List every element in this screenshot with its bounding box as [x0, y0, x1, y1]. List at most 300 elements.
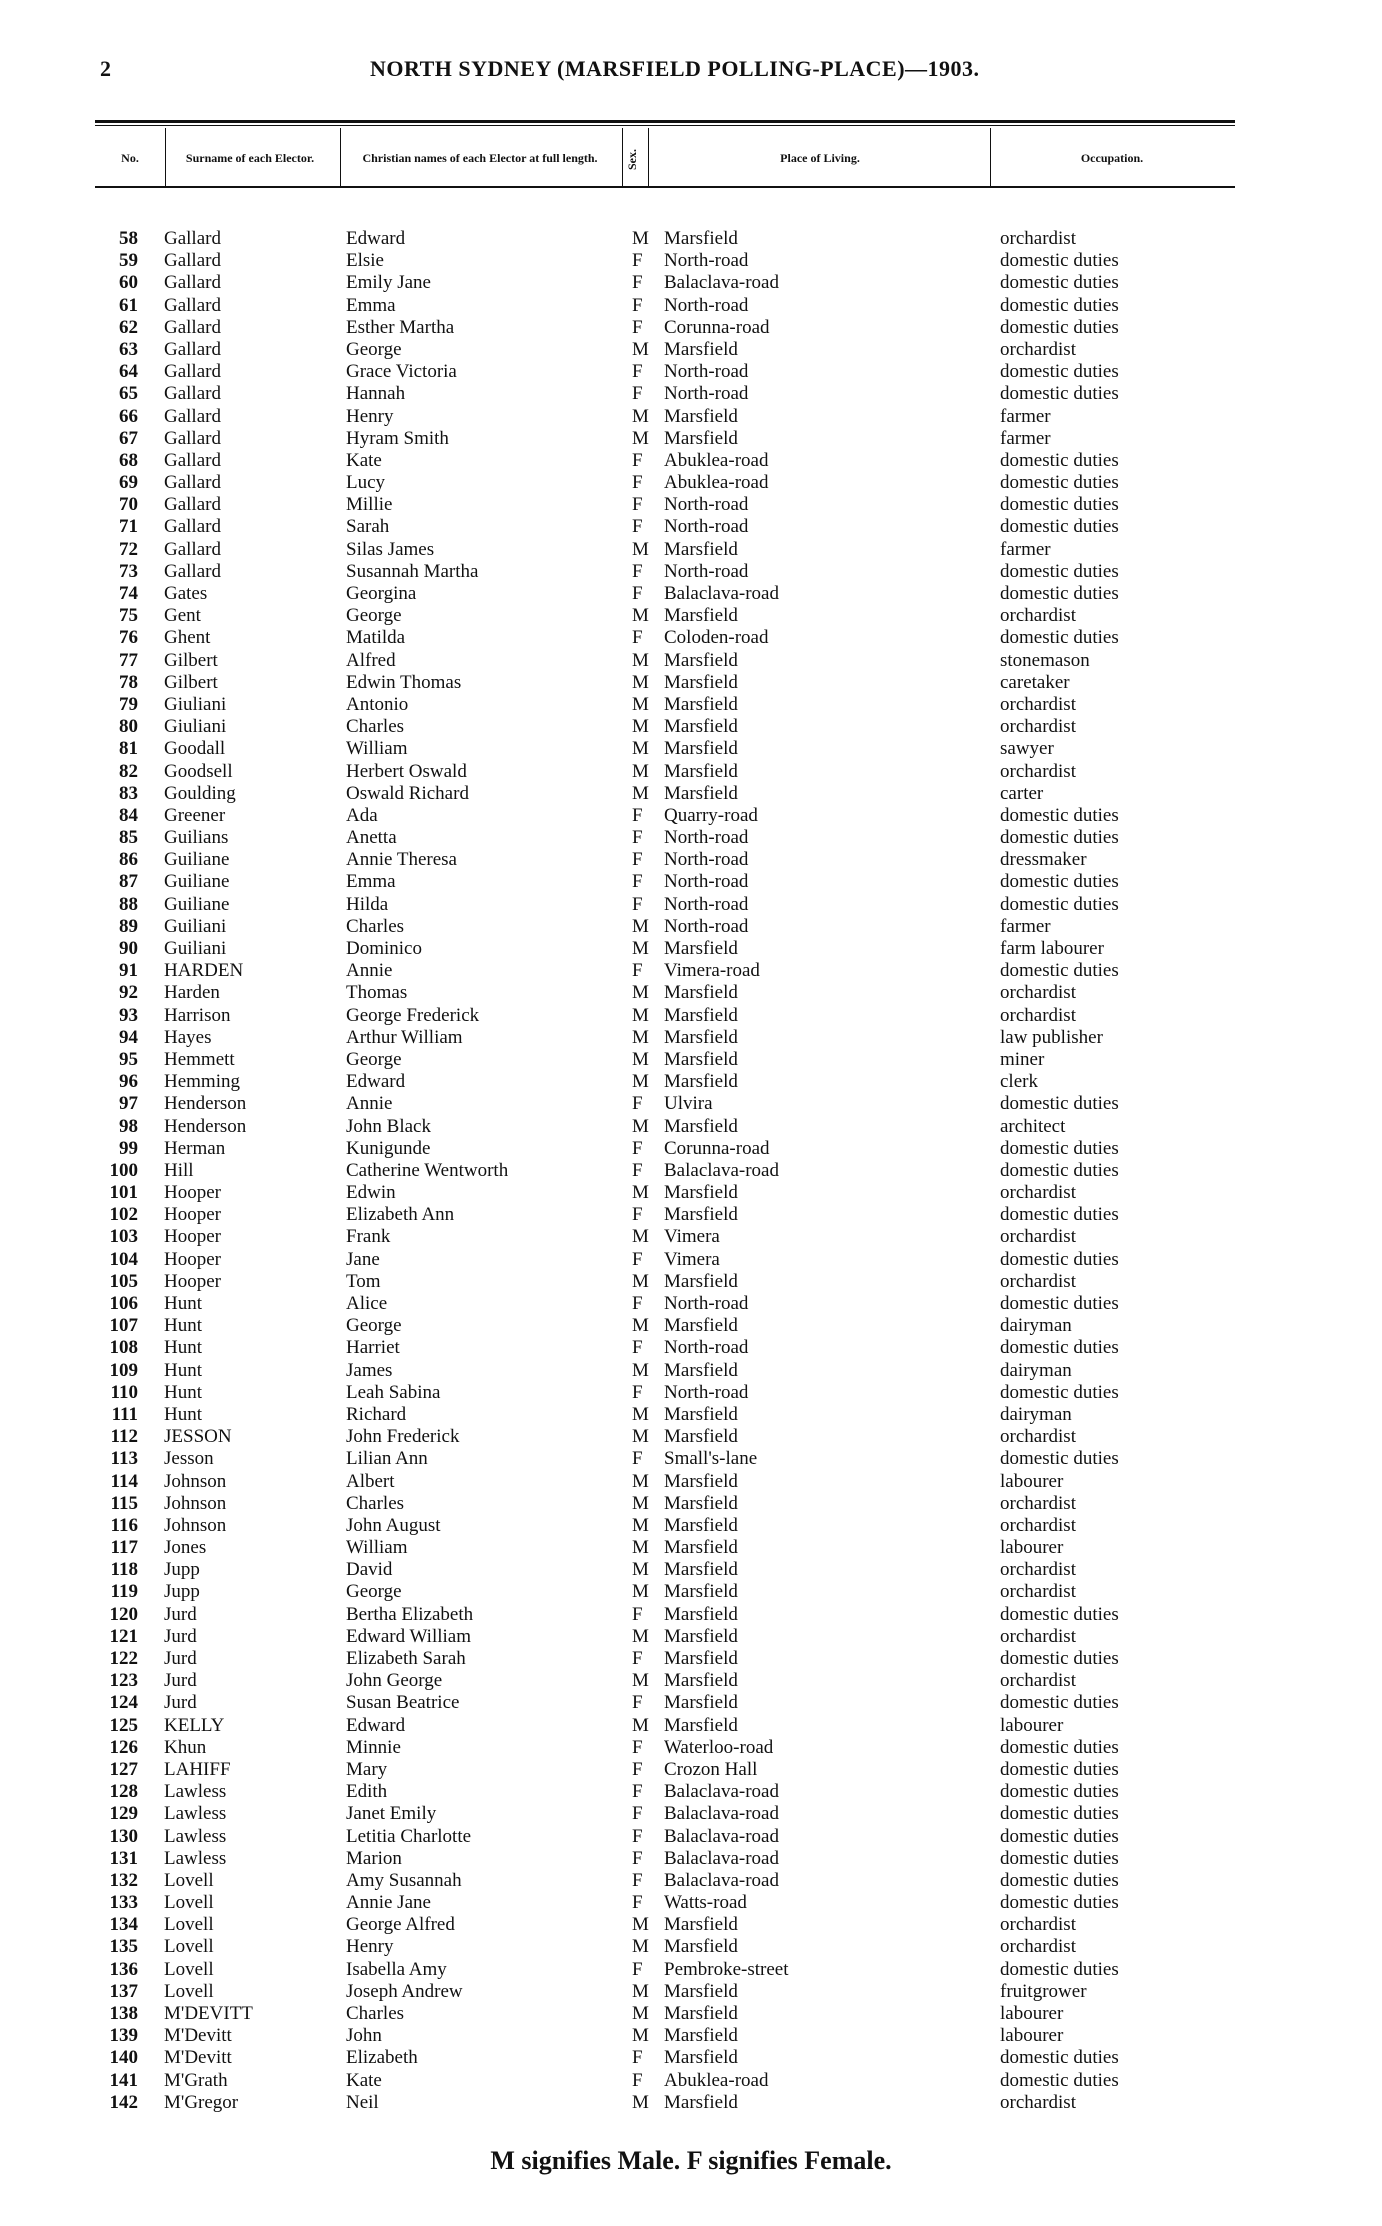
- elector-place-of-living: Marsfield: [664, 1537, 738, 1559]
- elector-christian-names: Esther Martha: [346, 316, 455, 338]
- elector-sex: F: [632, 1648, 643, 1669]
- elector-sex: M: [632, 649, 649, 671]
- elector-surname: Guiliani: [164, 938, 227, 959]
- elector-occupation: domestic duties: [1000, 1958, 1119, 1980]
- elector-number: 140: [109, 2047, 138, 2069]
- elector-christian-names: Edward: [346, 1714, 406, 1736]
- column-header-surname: Surname of each Elector.: [185, 150, 315, 165]
- page-number: 2: [100, 56, 111, 81]
- elector-sex: M: [632, 2025, 649, 2047]
- elector-surname: Gallard: [164, 494, 221, 516]
- elector-surname: Hunt: [164, 1403, 202, 1425]
- table-row: [0, 1138, 1382, 1160]
- elector-place-of-living: Marsfield: [664, 1581, 738, 1603]
- elector-sex: F: [632, 294, 643, 316]
- table-row: [0, 295, 1382, 317]
- column-separator: [990, 128, 991, 186]
- elector-number: 119: [110, 1581, 138, 1603]
- elector-surname: M'DEVITT: [164, 2003, 253, 2024]
- elector-place-of-living: North-road: [664, 294, 749, 316]
- column-separator: [340, 128, 341, 186]
- elector-occupation: orchardist: [1000, 1670, 1076, 1692]
- elector-number: 98: [119, 1115, 138, 1137]
- elector-occupation: fruitgrower: [1000, 1980, 1087, 2002]
- elector-surname: M'Gregor: [164, 2091, 239, 2113]
- elector-occupation: labourer: [1000, 1537, 1064, 1559]
- elector-surname: Gallard: [164, 338, 221, 360]
- elector-occupation: domestic duties: [1000, 960, 1119, 982]
- elector-number: 104: [109, 1248, 138, 1270]
- elector-number: 124: [109, 1692, 138, 1714]
- elector-surname: Johnson: [164, 1492, 227, 1514]
- elector-sex: F: [632, 960, 643, 982]
- elector-sex: M: [632, 2003, 649, 2024]
- elector-surname: Jurd: [164, 1625, 197, 1647]
- elector-surname: Gallard: [164, 538, 221, 560]
- table-row: [0, 960, 1382, 982]
- elector-number: 108: [109, 1337, 138, 1359]
- elector-number: 64: [119, 361, 138, 383]
- elector-surname: Jupp: [164, 1581, 200, 1603]
- elector-place-of-living: Marsfield: [664, 693, 738, 715]
- elector-occupation: dairyman: [1000, 1315, 1072, 1337]
- elector-occupation: domestic duties: [1000, 583, 1119, 604]
- elector-sex: F: [632, 871, 643, 893]
- elector-place-of-living: North-road: [664, 893, 749, 915]
- elector-place-of-living: Marsfield: [664, 2047, 738, 2069]
- column-header-place: Place of Living.: [780, 150, 860, 165]
- elector-sex: F: [632, 494, 643, 516]
- elector-christian-names: Edward: [346, 228, 406, 249]
- elector-place-of-living: Ulvira: [664, 1093, 713, 1115]
- elector-number: 93: [119, 1004, 138, 1026]
- elector-place-of-living: Marsfield: [664, 1936, 738, 1958]
- elector-number: 86: [119, 849, 138, 871]
- column-header-occupation: Occupation.: [1080, 150, 1144, 165]
- elector-surname: Lovell: [164, 1869, 214, 1891]
- elector-place-of-living: North-road: [664, 915, 749, 937]
- elector-occupation: labourer: [1000, 1714, 1064, 1736]
- table-row: [0, 694, 1382, 716]
- table-row: [0, 472, 1382, 494]
- elector-occupation: domestic duties: [1000, 1758, 1119, 1780]
- elector-occupation: domestic duties: [1000, 627, 1119, 649]
- elector-sex: F: [632, 1293, 643, 1314]
- table-row: [0, 1249, 1382, 1271]
- elector-number: 91: [119, 960, 138, 982]
- elector-sex: F: [632, 383, 643, 405]
- table-row: [0, 716, 1382, 738]
- elector-christian-names: Annie Jane: [346, 1892, 431, 1914]
- table-row: [0, 1715, 1382, 1737]
- elector-christian-names: Kate: [346, 449, 382, 471]
- elector-occupation: domestic duties: [1000, 472, 1119, 494]
- elector-christian-names: John Black: [346, 1115, 431, 1137]
- table-row: [0, 2003, 1382, 2025]
- elector-surname: Gallard: [164, 250, 221, 272]
- elector-number: 70: [119, 494, 138, 516]
- elector-christian-names: Richard: [346, 1403, 407, 1425]
- elector-sex: F: [632, 1692, 643, 1714]
- elector-christian-names: Edith: [346, 1781, 388, 1803]
- elector-number: 114: [110, 1470, 138, 1492]
- elector-number: 101: [109, 1182, 138, 1204]
- elector-sex: M: [632, 605, 649, 627]
- elector-surname: Hemmett: [164, 1048, 235, 1070]
- table-row: [0, 583, 1382, 605]
- table-row: [0, 1204, 1382, 1226]
- elector-surname: Gent: [164, 605, 201, 627]
- table-row: [0, 2070, 1382, 2092]
- elector-number: 65: [119, 383, 138, 405]
- elector-surname: Herman: [164, 1137, 226, 1159]
- elector-surname: Goulding: [164, 782, 236, 804]
- elector-surname: Gallard: [164, 361, 221, 383]
- elector-christian-names: Charles: [346, 716, 405, 738]
- elector-occupation: clerk: [1000, 1071, 1038, 1093]
- table-row: [0, 1315, 1382, 1337]
- elector-surname: Gallard: [164, 272, 221, 294]
- elector-occupation: farm labourer: [1000, 938, 1104, 959]
- elector-number: 121: [109, 1625, 138, 1647]
- table-row: [0, 650, 1382, 672]
- elector-sex: F: [632, 516, 643, 538]
- table-row: [0, 2047, 1382, 2069]
- elector-surname: Hill: [164, 1159, 194, 1181]
- elector-sex: M: [632, 693, 649, 715]
- elector-place-of-living: Balaclava-road: [664, 272, 779, 294]
- elector-occupation: law publisher: [1000, 1026, 1103, 1048]
- table-row: [0, 1049, 1382, 1071]
- elector-place-of-living: Marsfield: [664, 782, 738, 804]
- elector-number: 81: [119, 738, 138, 760]
- elector-occupation: orchardist: [1000, 1182, 1076, 1204]
- elector-sex: F: [632, 2069, 643, 2091]
- elector-surname: Gallard: [164, 516, 221, 538]
- elector-occupation: domestic duties: [1000, 1892, 1119, 1914]
- elector-number: 102: [109, 1204, 138, 1226]
- elector-christian-names: Kunigunde: [346, 1137, 431, 1159]
- elector-place-of-living: North-road: [664, 1381, 749, 1403]
- elector-occupation: domestic duties: [1000, 1847, 1119, 1869]
- elector-sex: F: [632, 1603, 643, 1625]
- elector-place-of-living: North-road: [664, 871, 749, 893]
- elector-sex: F: [632, 361, 643, 383]
- elector-number: 82: [119, 760, 138, 782]
- elector-occupation: orchardist: [1000, 716, 1076, 738]
- elector-occupation: orchardist: [1000, 1936, 1076, 1958]
- elector-occupation: domestic duties: [1000, 1781, 1119, 1803]
- table-row: [0, 1426, 1382, 1448]
- elector-place-of-living: Marsfield: [664, 1315, 738, 1337]
- elector-place-of-living: Corunna-road: [664, 1137, 770, 1159]
- elector-christian-names: Charles: [346, 915, 405, 937]
- elector-christian-names: Edward William: [346, 1625, 471, 1647]
- elector-number: 116: [110, 1514, 138, 1536]
- elector-occupation: dairyman: [1000, 1359, 1072, 1381]
- elector-occupation: dairyman: [1000, 1403, 1072, 1425]
- elector-place-of-living: North-road: [664, 827, 749, 849]
- elector-occupation: caretaker: [1000, 671, 1070, 693]
- elector-christian-names: Susan Beatrice: [346, 1692, 460, 1714]
- elector-christian-names: John: [346, 2025, 382, 2047]
- elector-number: 94: [119, 1026, 138, 1048]
- page-title: NORTH SYDNEY (MARSFIELD POLLING-PLACE)—1903.: [370, 56, 980, 81]
- elector-occupation: domestic duties: [1000, 1603, 1119, 1625]
- table-row: [0, 2092, 1382, 2114]
- elector-sex: F: [632, 893, 643, 915]
- elector-christian-names: Silas James: [346, 538, 435, 560]
- table-row: [0, 1093, 1382, 1115]
- elector-sex: M: [632, 1980, 649, 2002]
- elector-number: 103: [109, 1226, 138, 1248]
- elector-surname: Jurd: [164, 1670, 197, 1692]
- table-row: [0, 1936, 1382, 1958]
- elector-sex: F: [632, 1448, 643, 1470]
- elector-place-of-living: Small's-lane: [664, 1448, 758, 1470]
- elector-surname: Gallard: [164, 228, 221, 249]
- elector-number: 133: [109, 1892, 138, 1914]
- elector-sex: M: [632, 782, 649, 804]
- elector-sex: M: [632, 1537, 649, 1559]
- table-row: [0, 1959, 1382, 1981]
- elector-place-of-living: Balaclava-road: [664, 583, 779, 604]
- elector-place-of-living: Balaclava-road: [664, 1869, 779, 1891]
- elector-christian-names: George: [346, 1048, 402, 1070]
- elector-place-of-living: Marsfield: [664, 760, 738, 782]
- elector-christian-names: Marion: [346, 1847, 402, 1869]
- elector-sex: M: [632, 1581, 649, 1603]
- table-row: [0, 317, 1382, 339]
- elector-occupation: domestic duties: [1000, 1692, 1119, 1714]
- table-row: [0, 250, 1382, 272]
- table-top-rule: [95, 120, 1235, 123]
- elector-number: 117: [110, 1537, 138, 1559]
- elector-occupation: orchardist: [1000, 1492, 1076, 1514]
- table-row: [0, 561, 1382, 583]
- elector-sex: M: [632, 1625, 649, 1647]
- elector-place-of-living: Marsfield: [664, 1714, 738, 1736]
- elector-occupation: orchardist: [1000, 605, 1076, 627]
- elector-number: 135: [109, 1936, 138, 1958]
- table-row: [0, 672, 1382, 694]
- elector-place-of-living: Marsfield: [664, 1670, 738, 1692]
- elector-sex: M: [632, 1226, 649, 1248]
- elector-place-of-living: Marsfield: [664, 1426, 738, 1448]
- elector-surname: M'Grath: [164, 2069, 228, 2091]
- elector-sex: F: [632, 250, 643, 272]
- elector-christian-names: Edwin: [346, 1182, 396, 1204]
- elector-sex: F: [632, 849, 643, 871]
- elector-number: 59: [119, 250, 138, 272]
- elector-occupation: domestic duties: [1000, 1381, 1119, 1403]
- elector-sex: M: [632, 716, 649, 738]
- elector-sex: M: [632, 1071, 649, 1093]
- elector-place-of-living: Marsfield: [664, 649, 738, 671]
- elector-sex: M: [632, 1936, 649, 1958]
- table-row: [0, 1226, 1382, 1248]
- table-row: [0, 1448, 1382, 1470]
- elector-surname: Guiliane: [164, 893, 230, 915]
- elector-number: 92: [119, 982, 138, 1004]
- elector-occupation: orchardist: [1000, 1914, 1076, 1936]
- column-header-sex: Sex.: [625, 149, 639, 171]
- elector-place-of-living: Balaclava-road: [664, 1847, 779, 1869]
- elector-surname: Lovell: [164, 1980, 214, 2002]
- elector-surname: Guiliani: [164, 915, 227, 937]
- elector-christian-names: Janet Emily: [346, 1803, 437, 1825]
- elector-place-of-living: Marsfield: [664, 1071, 738, 1093]
- elector-number: 72: [119, 538, 138, 560]
- elector-sex: F: [632, 1781, 643, 1803]
- elector-surname: Hunt: [164, 1315, 202, 1337]
- elector-occupation: orchardist: [1000, 1581, 1076, 1603]
- elector-number: 129: [109, 1803, 138, 1825]
- elector-surname: Gallard: [164, 316, 221, 338]
- elector-number: 89: [119, 915, 138, 937]
- elector-place-of-living: Marsfield: [664, 1270, 738, 1292]
- elector-sex: M: [632, 760, 649, 782]
- elector-surname: Guiliane: [164, 849, 230, 871]
- elector-number: 67: [119, 427, 138, 449]
- elector-surname: Johnson: [164, 1514, 227, 1536]
- elector-christian-names: Sarah: [346, 516, 390, 538]
- elector-christian-names: Emily Jane: [346, 272, 431, 294]
- elector-occupation: domestic duties: [1000, 449, 1119, 471]
- elector-number: 132: [109, 1869, 138, 1891]
- elector-occupation: orchardist: [1000, 1270, 1076, 1292]
- elector-sex: M: [632, 1470, 649, 1492]
- elector-christian-names: Arthur William: [346, 1026, 463, 1048]
- elector-christian-names: George: [346, 1315, 402, 1337]
- elector-christian-names: Elizabeth Sarah: [346, 1648, 466, 1669]
- elector-surname: Hooper: [164, 1270, 221, 1292]
- elector-number: 95: [119, 1048, 138, 1070]
- elector-christian-names: Herbert Oswald: [346, 760, 467, 782]
- elector-occupation: domestic duties: [1000, 1137, 1119, 1159]
- elector-christian-names: Amy Susannah: [346, 1869, 462, 1891]
- table-row: [0, 1182, 1382, 1204]
- elector-surname: Gallard: [164, 560, 221, 582]
- elector-sex: F: [632, 583, 643, 604]
- elector-place-of-living: Corunna-road: [664, 316, 770, 338]
- elector-occupation: domestic duties: [1000, 1648, 1119, 1669]
- table-row: [0, 1559, 1382, 1581]
- elector-place-of-living: Watts-road: [664, 1892, 747, 1914]
- elector-number: 142: [109, 2091, 138, 2113]
- elector-place-of-living: Waterloo-road: [664, 1736, 774, 1758]
- table-row: [0, 1781, 1382, 1803]
- elector-surname: Hunt: [164, 1293, 202, 1314]
- elector-christian-names: Lucy: [346, 472, 386, 494]
- elector-occupation: sawyer: [1000, 738, 1054, 760]
- elector-christian-names: Dominico: [346, 938, 422, 959]
- elector-christian-names: Lilian Ann: [346, 1448, 428, 1470]
- elector-place-of-living: Vimera: [664, 1248, 720, 1270]
- elector-number: 122: [109, 1648, 138, 1669]
- elector-surname: Hunt: [164, 1381, 202, 1403]
- table-row: [0, 805, 1382, 827]
- elector-place-of-living: Marsfield: [664, 938, 738, 959]
- elector-occupation: farmer: [1000, 538, 1051, 560]
- elector-sex: M: [632, 1315, 649, 1337]
- elector-sex: F: [632, 1958, 643, 1980]
- elector-number: 76: [119, 627, 138, 649]
- table-row: [0, 605, 1382, 627]
- elector-number: 66: [119, 405, 138, 427]
- elector-number: 123: [109, 1670, 138, 1692]
- elector-occupation: domestic duties: [1000, 1204, 1119, 1226]
- table-row: [0, 1160, 1382, 1182]
- elector-sex: M: [632, 1048, 649, 1070]
- elector-number: 73: [119, 560, 138, 582]
- elector-surname: Lovell: [164, 1914, 214, 1936]
- elector-place-of-living: Marsfield: [664, 1914, 738, 1936]
- elector-number: 90: [119, 938, 138, 959]
- table-row: [0, 228, 1382, 250]
- table-row: [0, 1537, 1382, 1559]
- elector-sex: M: [632, 1182, 649, 1204]
- elector-surname: M'Devitt: [164, 2047, 232, 2069]
- table-row: [0, 1337, 1382, 1359]
- elector-sex: F: [632, 1248, 643, 1270]
- elector-surname: Jupp: [164, 1559, 200, 1581]
- elector-sex: M: [632, 1004, 649, 1026]
- table-row: [0, 938, 1382, 960]
- elector-christian-names: Elsie: [346, 250, 384, 272]
- table-row: [0, 361, 1382, 383]
- elector-place-of-living: North-road: [664, 1337, 749, 1359]
- elector-sex: M: [632, 1914, 649, 1936]
- elector-sex: M: [632, 1492, 649, 1514]
- table-row: [0, 627, 1382, 649]
- elector-occupation: domestic duties: [1000, 272, 1119, 294]
- table-row: [0, 1604, 1382, 1626]
- elector-place-of-living: Marsfield: [664, 228, 738, 249]
- table-row: [0, 1027, 1382, 1049]
- elector-surname: Giuliani: [164, 693, 227, 715]
- elector-sex: M: [632, 338, 649, 360]
- elector-surname: Guiliane: [164, 871, 230, 893]
- elector-sex: M: [632, 1359, 649, 1381]
- elector-number: 85: [119, 827, 138, 849]
- elector-place-of-living: Marsfield: [664, 1004, 738, 1026]
- elector-occupation: domestic duties: [1000, 1337, 1119, 1359]
- table-row: [0, 1648, 1382, 1670]
- table-row: [0, 539, 1382, 561]
- elector-place-of-living: Marsfield: [664, 1026, 738, 1048]
- elector-number: 128: [109, 1781, 138, 1803]
- elector-occupation: orchardist: [1000, 760, 1076, 782]
- elector-sex: F: [632, 1736, 643, 1758]
- elector-sex: M: [632, 1714, 649, 1736]
- elector-christian-names: George: [346, 605, 402, 627]
- elector-number: 97: [119, 1093, 138, 1115]
- elector-number: 74: [119, 583, 138, 604]
- elector-number: 109: [109, 1359, 138, 1381]
- elector-occupation: architect: [1000, 1115, 1066, 1137]
- elector-number: 137: [109, 1980, 138, 2002]
- elector-sex: M: [632, 982, 649, 1004]
- elector-christian-names: Millie: [346, 494, 393, 516]
- table-row: [0, 1581, 1382, 1603]
- elector-place-of-living: Marsfield: [664, 1182, 738, 1204]
- elector-surname: Gallard: [164, 449, 221, 471]
- elector-occupation: domestic duties: [1000, 2069, 1119, 2091]
- column-separator: [648, 128, 649, 186]
- elector-surname: KELLY: [164, 1714, 225, 1736]
- table-row: [0, 1071, 1382, 1093]
